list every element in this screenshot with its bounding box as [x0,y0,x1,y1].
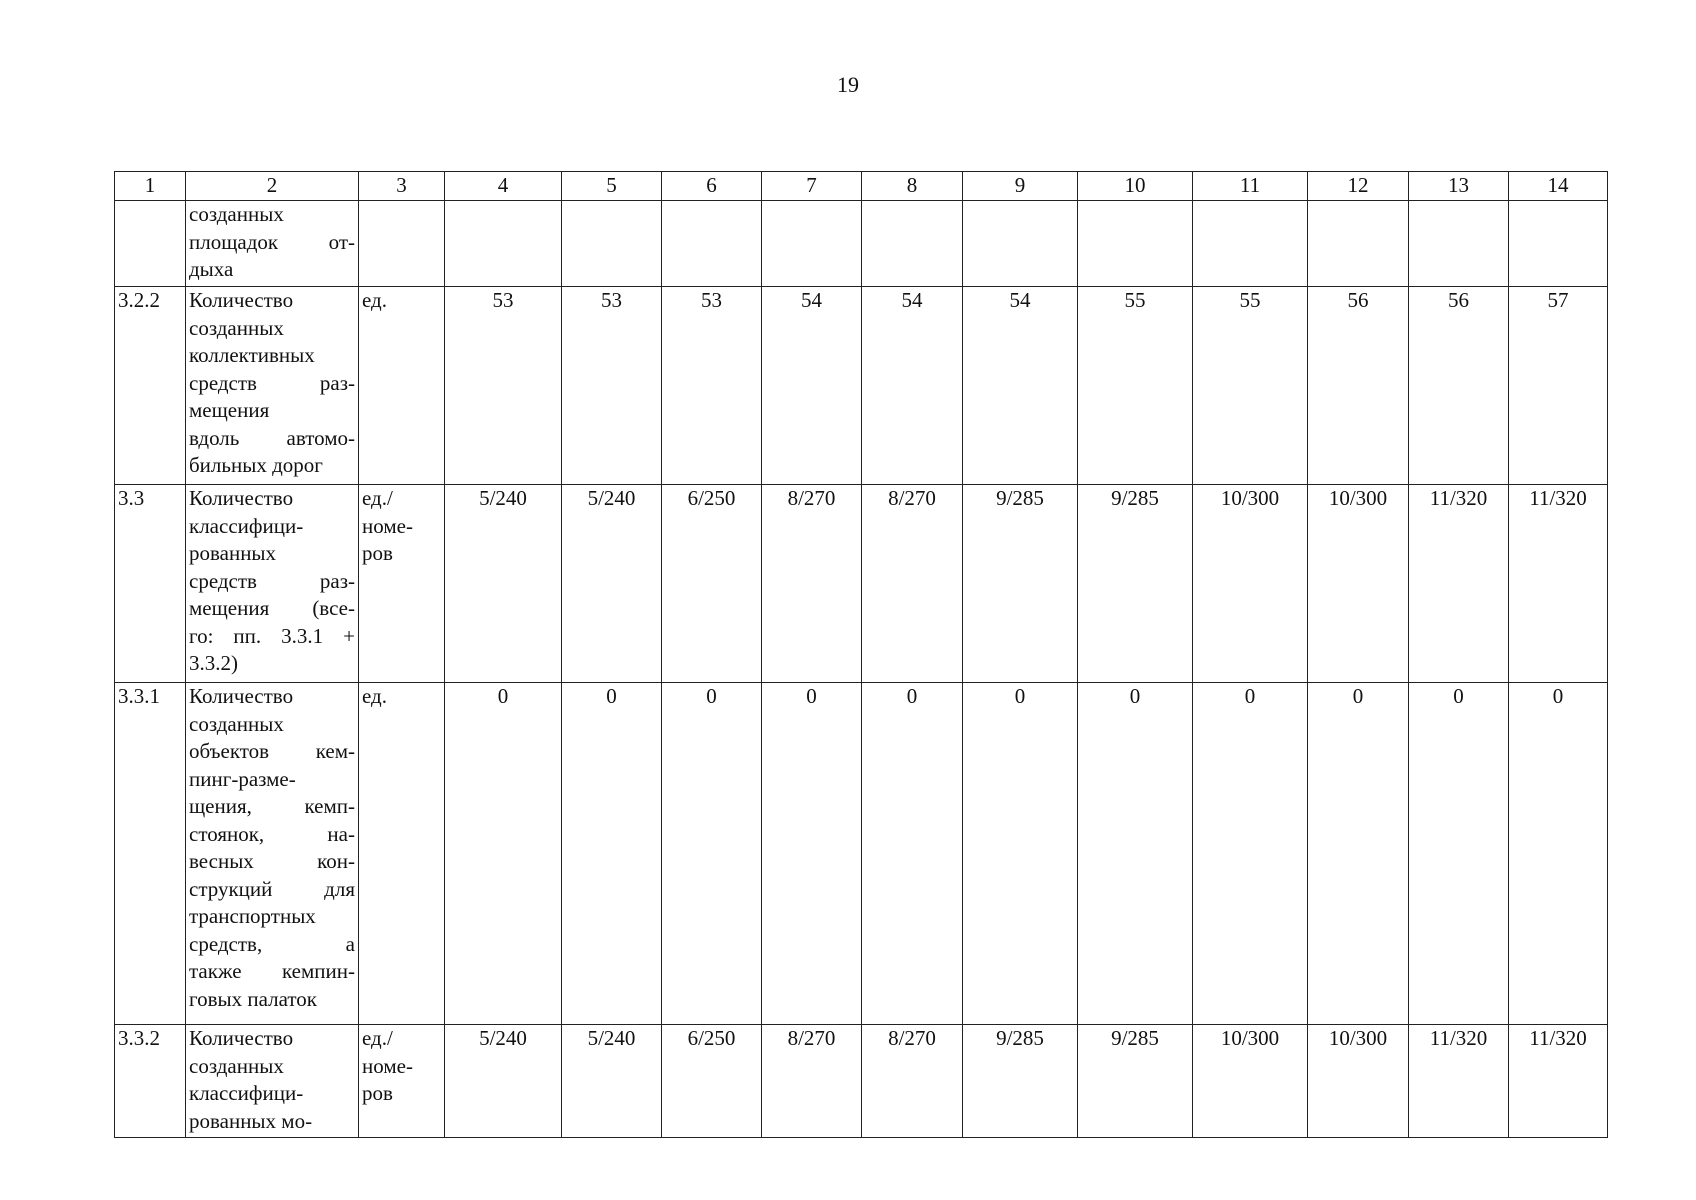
table-row [115,485,1608,683]
value-cell [1509,201,1608,287]
value-cell: 10/300 [1193,1025,1308,1138]
indicator-name-line: щения, кемп- [189,794,355,818]
page-number: 19 [837,72,859,97]
indicator-name-line: классифици- [189,513,304,538]
indicator-name-line: созданных [189,202,284,226]
unit-of-measure [359,485,445,683]
column-number-8: 8 [862,172,963,201]
column-number-3: 3 [359,172,445,201]
indicator-name-line: вдоль автомо- [189,425,355,450]
indicator-name [186,1025,359,1138]
row-number: 3.3 [115,485,186,683]
indicator-name-line: Количество [189,288,294,312]
value-cell: 5/240 [562,485,662,683]
indicator-name-line: также кемпин- [189,959,355,983]
column-number-9: 9 [963,172,1078,201]
value-cell: 10/300 [1308,485,1409,683]
value-cell: 0 [1078,683,1193,1025]
indicator-name-line: бильных дорог [189,453,323,477]
value-cell: 0 [1509,683,1608,1025]
indicator-name-line: мещения (все- [189,596,355,620]
indicator-name-line: коллективных [189,343,315,367]
value-cell: 11/320 [1509,1025,1608,1138]
value-cell: 0 [662,683,762,1025]
value-cell: 8/270 [862,1025,963,1138]
value-cell: 11/320 [1409,485,1509,683]
indicator-name-line: Количество [189,486,294,510]
value-cell: 11/320 [1509,485,1608,683]
value-cell: 11/320 [1409,1025,1509,1138]
column-number-10: 10 [1078,172,1193,201]
column-number-11: 11 [1193,172,1308,201]
value-cell: 57 [1509,287,1608,485]
value-cell: 54 [963,287,1078,485]
value-cell: 9/285 [1078,485,1193,683]
value-cell: 0 [963,683,1078,1025]
indicator-name-line: весных кон- [189,849,355,873]
value-cell: 6/250 [662,1025,762,1138]
value-cell: 0 [1193,683,1308,1025]
indicator-name-line: рованных мо- [189,1108,313,1133]
unit-line: ед./ [362,486,393,510]
indicator-name-line: Количество [189,684,294,708]
indicator-name-line: мещения [189,398,270,422]
unit-of-measure [359,287,445,485]
value-cell: 5/240 [562,1025,662,1138]
column-number-13: 13 [1409,172,1509,201]
value-cell [562,201,662,287]
value-cell: 9/285 [1078,1025,1193,1138]
row-number: 3.3.1 [115,683,186,1025]
unit-line: номе- [362,1053,413,1078]
value-cell [1308,201,1409,287]
value-cell: 5/240 [445,485,562,683]
value-cell [662,201,762,287]
row-number: 3.2.2 [115,287,186,485]
value-cell: 53 [445,287,562,485]
column-number-1: 1 [115,172,186,201]
value-cell [862,201,963,287]
indicator-name-line: средств раз- [189,568,355,593]
indicator-name-line: 3.3.2) [189,651,238,675]
value-cell: 0 [862,683,963,1025]
unit-line: номе- [362,513,413,538]
value-cell: 56 [1409,287,1509,485]
column-number-7: 7 [762,172,862,201]
value-cell: 10/300 [1193,485,1308,683]
value-cell: 0 [762,683,862,1025]
table-body [115,172,1608,1138]
unit-of-measure [359,683,445,1025]
unit-line: ед. [362,684,387,708]
indicator-name [186,287,359,485]
indicator-name-line: объектов кем- [189,739,355,763]
indicator-name-line: площадок от- [189,229,355,254]
unit-line: ров [362,541,393,565]
indicator-name-line: дыха [189,257,234,281]
indicator-name-line: Количество [189,1026,294,1050]
indicator-name-line: средств, а [189,931,355,956]
row-number: 3.3.2 [115,1025,186,1138]
value-cell: 8/270 [762,485,862,683]
value-cell: 0 [445,683,562,1025]
value-cell: 9/285 [963,485,1078,683]
unit-line: ед. [362,288,387,312]
value-cell: 53 [662,287,762,485]
value-cell: 54 [762,287,862,485]
indicator-name-line: струкций для [189,876,355,901]
value-cell: 5/240 [445,1025,562,1138]
value-cell: 0 [1409,683,1509,1025]
column-number-row [115,172,1608,201]
value-cell: 10/300 [1308,1025,1409,1138]
indicator-name [186,683,359,1025]
table-row [115,201,1608,287]
value-cell: 8/270 [762,1025,862,1138]
indicators-table [114,171,1608,1138]
value-cell: 53 [562,287,662,485]
indicator-name-line: классифици- [189,1081,304,1105]
value-cell: 9/285 [963,1025,1078,1138]
indicator-name-line: го: пп. 3.3.1 + [189,623,355,648]
indicator-name-line: рованных [189,541,277,565]
column-number-14: 14 [1509,172,1608,201]
column-number-2: 2 [186,172,359,201]
table-row [115,1025,1608,1138]
value-cell [445,201,562,287]
value-cell: 0 [562,683,662,1025]
value-cell: 0 [1308,683,1409,1025]
table-row [115,683,1608,1025]
value-cell: 54 [862,287,963,485]
value-cell [1193,201,1308,287]
indicator-name [186,201,359,287]
value-cell [1409,201,1509,287]
value-cell: 56 [1308,287,1409,485]
value-cell [1078,201,1193,287]
indicator-name-line: созданных [189,711,284,736]
column-number-5: 5 [562,172,662,201]
indicator-name-line: транспортных [189,904,316,928]
value-cell [963,201,1078,287]
indicator-name [186,485,359,683]
row-number [115,201,186,287]
value-cell: 55 [1193,287,1308,485]
indicator-name-line: созданных [189,1053,284,1078]
value-cell: 6/250 [662,485,762,683]
indicator-name-line: средств раз- [189,370,355,395]
value-cell: 55 [1078,287,1193,485]
indicator-name-line: стоянок, на- [189,821,355,846]
indicator-name-line: говых палаток [189,986,317,1011]
column-number-6: 6 [662,172,762,201]
unit-of-measure [359,1025,445,1138]
table-row [115,287,1608,485]
column-number-4: 4 [445,172,562,201]
value-cell: 8/270 [862,485,963,683]
unit-line: ед./ [362,1026,393,1050]
unit-of-measure [359,201,445,287]
value-cell [762,201,862,287]
indicator-name-line: созданных [189,315,284,340]
unit-line: ров [362,1081,393,1105]
column-number-12: 12 [1308,172,1409,201]
indicator-name-line: пинг-разме- [189,766,296,791]
